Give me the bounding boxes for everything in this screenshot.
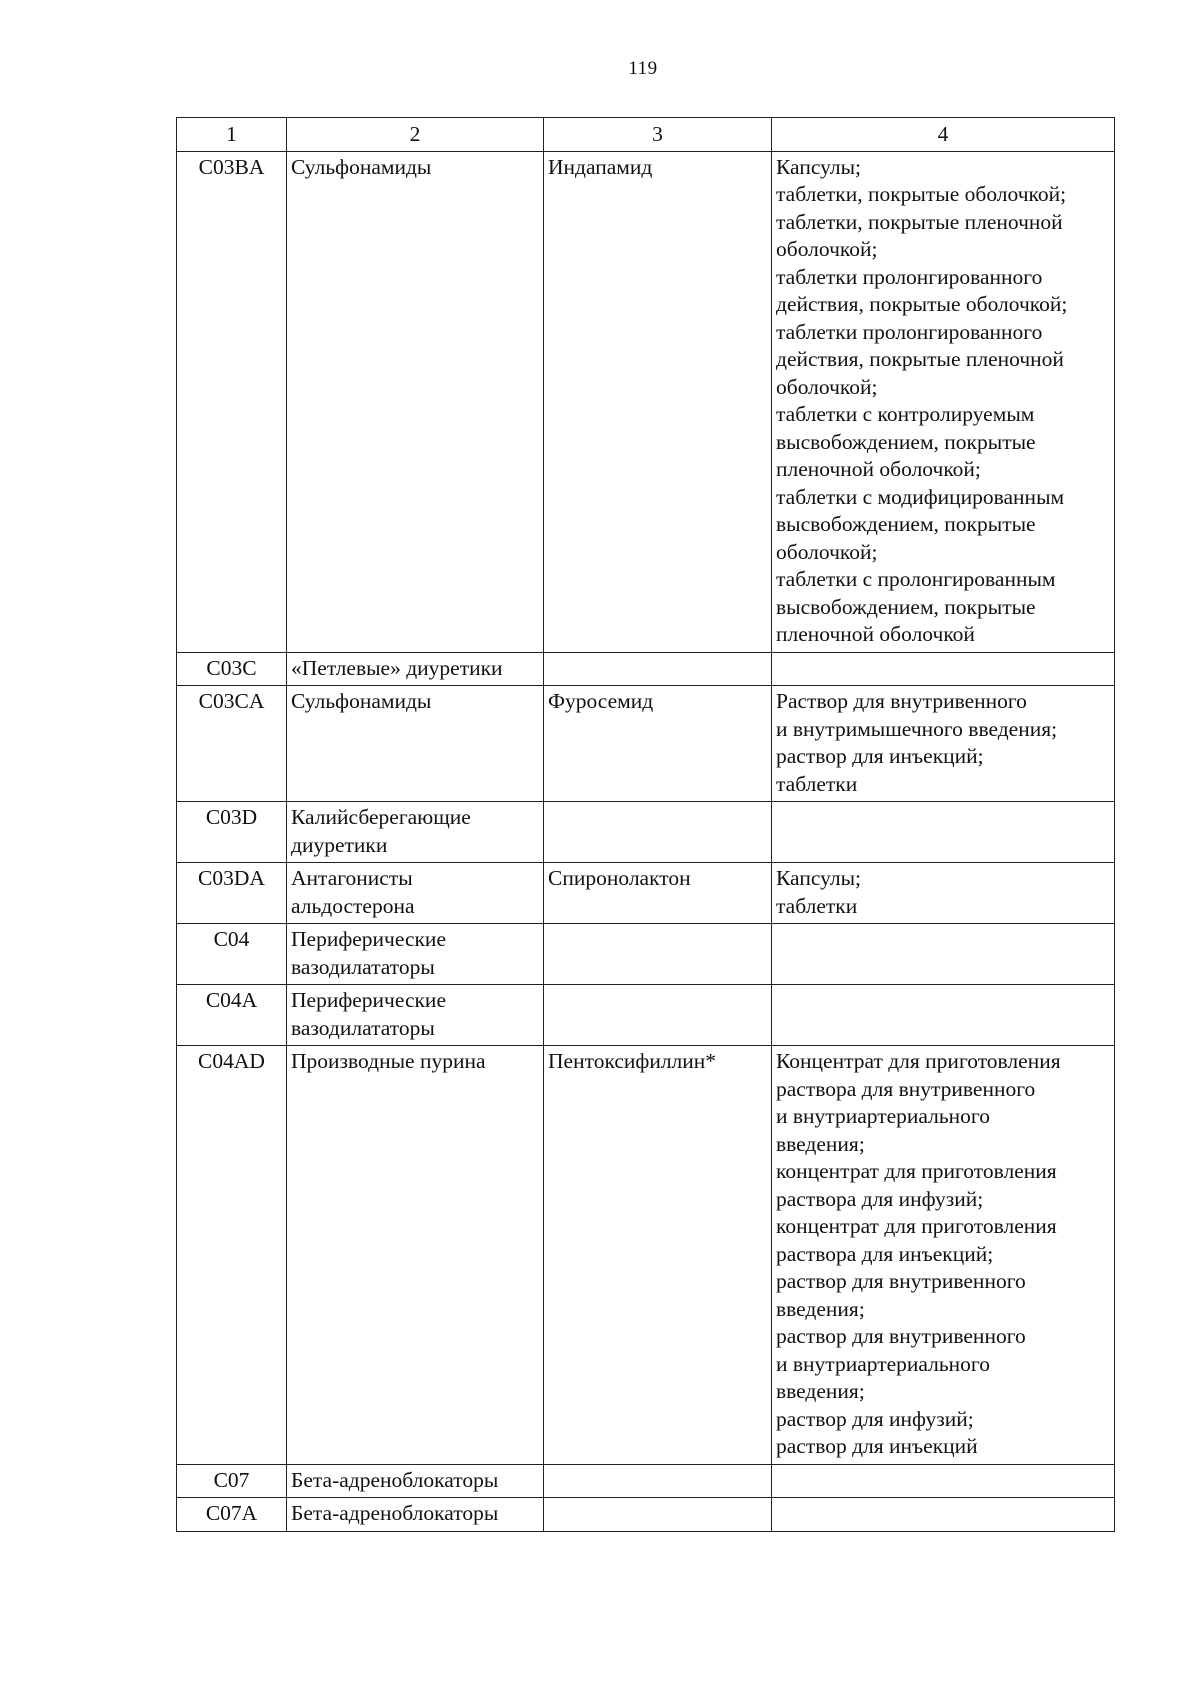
group-cell: Производные пурина xyxy=(287,1046,544,1465)
atc-code-cell: C03DA xyxy=(177,863,287,924)
group-cell: Антагонисты альдостерона xyxy=(287,863,544,924)
table-row xyxy=(177,802,1115,863)
group-cell: Бета-адреноблокаторы xyxy=(287,1464,544,1498)
atc-code-cell: C03BA xyxy=(177,151,287,652)
group-cell: Сульфонамиды xyxy=(287,151,544,652)
dosage-form-cell xyxy=(772,1498,1115,1532)
drug-cell: Индапамид xyxy=(544,151,772,652)
table-row xyxy=(177,652,1115,686)
atc-code-cell: C03CA xyxy=(177,686,287,802)
dosage-form-cell: Концентрат для приготовления раствора для внутривенного и внутриартериального введения; концентрат для приготовления раствора для инфузий; концентрат для приготовления раствора для инъекций; раствор для внутривенного введения; раствор для внутривенного и внутриартериального введения; раствор для инфузий; раствор для инъекций xyxy=(772,1046,1115,1465)
drug-cell xyxy=(544,985,772,1046)
atc-code-cell: C07A xyxy=(177,1498,287,1532)
dosage-form-cell xyxy=(772,924,1115,985)
table-row xyxy=(177,985,1115,1046)
page-number: 119 xyxy=(628,58,658,79)
column-header: 3 xyxy=(544,118,772,152)
drug-cell: Пентоксифиллин* xyxy=(544,1046,772,1465)
group-cell: Периферические вазодилататоры xyxy=(287,985,544,1046)
group-cell: Периферические вазодилататоры xyxy=(287,924,544,985)
column-header: 1 xyxy=(177,118,287,152)
atc-code-cell: C03D xyxy=(177,802,287,863)
column-header: 2 xyxy=(287,118,544,152)
atc-code-cell: C04 xyxy=(177,924,287,985)
atc-code-cell: C03C xyxy=(177,652,287,686)
dosage-form-cell: Раствор для внутривенного и внутримышечного введения; раствор для инъекций; таблетки xyxy=(772,686,1115,802)
drug-cell xyxy=(544,652,772,686)
drug-cell xyxy=(544,1498,772,1532)
drug-table xyxy=(176,117,1115,1532)
group-cell: Калийсберегающие диуретики xyxy=(287,802,544,863)
table-row xyxy=(177,924,1115,985)
group-cell: Бета-адреноблокаторы xyxy=(287,1498,544,1532)
table-row xyxy=(177,1498,1115,1532)
drug-cell xyxy=(544,1464,772,1498)
dosage-form-cell: Капсулы; таблетки, покрытые оболочкой; таблетки, покрытые пленочной оболочкой; таблетки пролонгированного действия, покрытые оболочкой; таблетки пролонгированного действия, покрытые пленочной оболочкой; таблетки с контролируемым высвобождением, покрытые пленочной оболочкой; таблетки с модифицированным высвобождением, покрытые оболочкой; таблетки с пролонгированным высвобождением, покрытые пленочной оболочкой xyxy=(772,151,1115,652)
group-cell: «Петлевые» диуретики xyxy=(287,652,544,686)
atc-code-cell: C07 xyxy=(177,1464,287,1498)
drug-cell xyxy=(544,924,772,985)
table-header-row xyxy=(177,118,1115,152)
group-cell: Сульфонамиды xyxy=(287,686,544,802)
table-row xyxy=(177,686,1115,802)
table-row xyxy=(177,151,1115,652)
drug-cell: Спиронолактон xyxy=(544,863,772,924)
table-row xyxy=(177,863,1115,924)
table-row xyxy=(177,1046,1115,1465)
atc-code-cell: C04AD xyxy=(177,1046,287,1465)
dosage-form-cell xyxy=(772,1464,1115,1498)
dosage-form-cell: Капсулы; таблетки xyxy=(772,863,1115,924)
dosage-form-cell xyxy=(772,652,1115,686)
drug-cell xyxy=(544,802,772,863)
column-header: 4 xyxy=(772,118,1115,152)
atc-code-cell: C04A xyxy=(177,985,287,1046)
drug-cell: Фуросемид xyxy=(544,686,772,802)
table-row xyxy=(177,1464,1115,1498)
dosage-form-cell xyxy=(772,802,1115,863)
dosage-form-cell xyxy=(772,985,1115,1046)
